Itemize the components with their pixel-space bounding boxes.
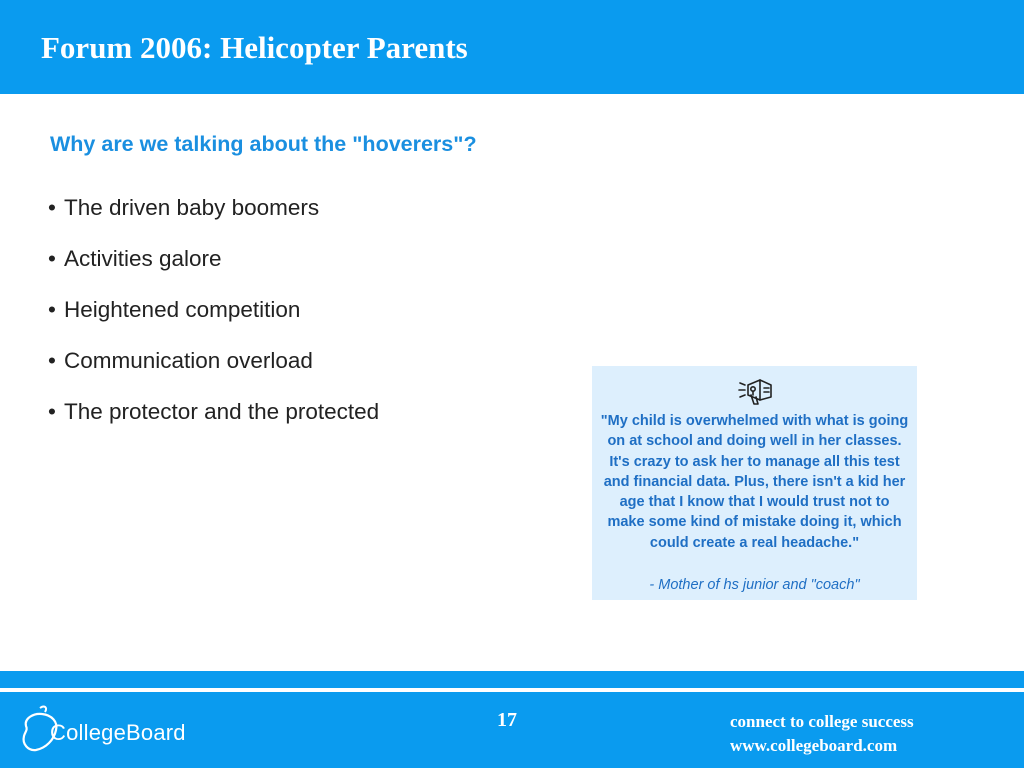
bullet-marker: • <box>48 399 56 424</box>
bullet-item <box>48 398 379 449</box>
footer-bar <box>0 692 1024 768</box>
website-link[interactable]: www.collegeboard.com <box>730 736 898 755</box>
footer-tagline <box>730 710 914 758</box>
quote-attribution: - Mother of hs junior and "coach" <box>649 577 860 593</box>
bullet-text: The protector and the protected <box>64 399 380 424</box>
footer-top-band <box>0 671 1024 688</box>
bullet-text: The driven baby boomers <box>64 195 320 220</box>
bullet-item <box>48 347 379 398</box>
slide-subtitle: Why are we talking about the "hoverers"? <box>50 132 477 156</box>
quote-text: "My child is overwhelmed with what is going on at school and doing well in her classes. It's crazy to ask her to manage all this test and financial data. Plus, there isn't a kid her age that I know that I would trust not to make some kind of mistake doing it, which could create a real headache." <box>600 413 909 551</box>
slide-title: Forum 2006: Helicopter Parents <box>41 30 468 65</box>
collegeboard-logo <box>18 704 208 756</box>
logo-text: CollegeBoard <box>50 720 186 745</box>
bullet-item <box>48 296 379 347</box>
page-number: 17 <box>497 709 517 731</box>
bullet-item <box>48 245 379 296</box>
megaphone-icon <box>738 376 776 406</box>
bullet-text: Heightened competition <box>64 297 301 322</box>
header-bar <box>0 0 1024 94</box>
bullet-marker: • <box>48 246 56 271</box>
bullet-item <box>48 194 379 245</box>
tagline-text: connect to college success <box>730 712 914 731</box>
bullet-marker: • <box>48 297 56 322</box>
bullet-text: Communication overload <box>64 348 313 373</box>
quote-box <box>592 366 917 600</box>
bullet-list <box>48 194 379 449</box>
bullet-text: Activities galore <box>64 246 222 271</box>
bullet-marker: • <box>48 348 56 373</box>
bullet-marker: • <box>48 195 56 220</box>
